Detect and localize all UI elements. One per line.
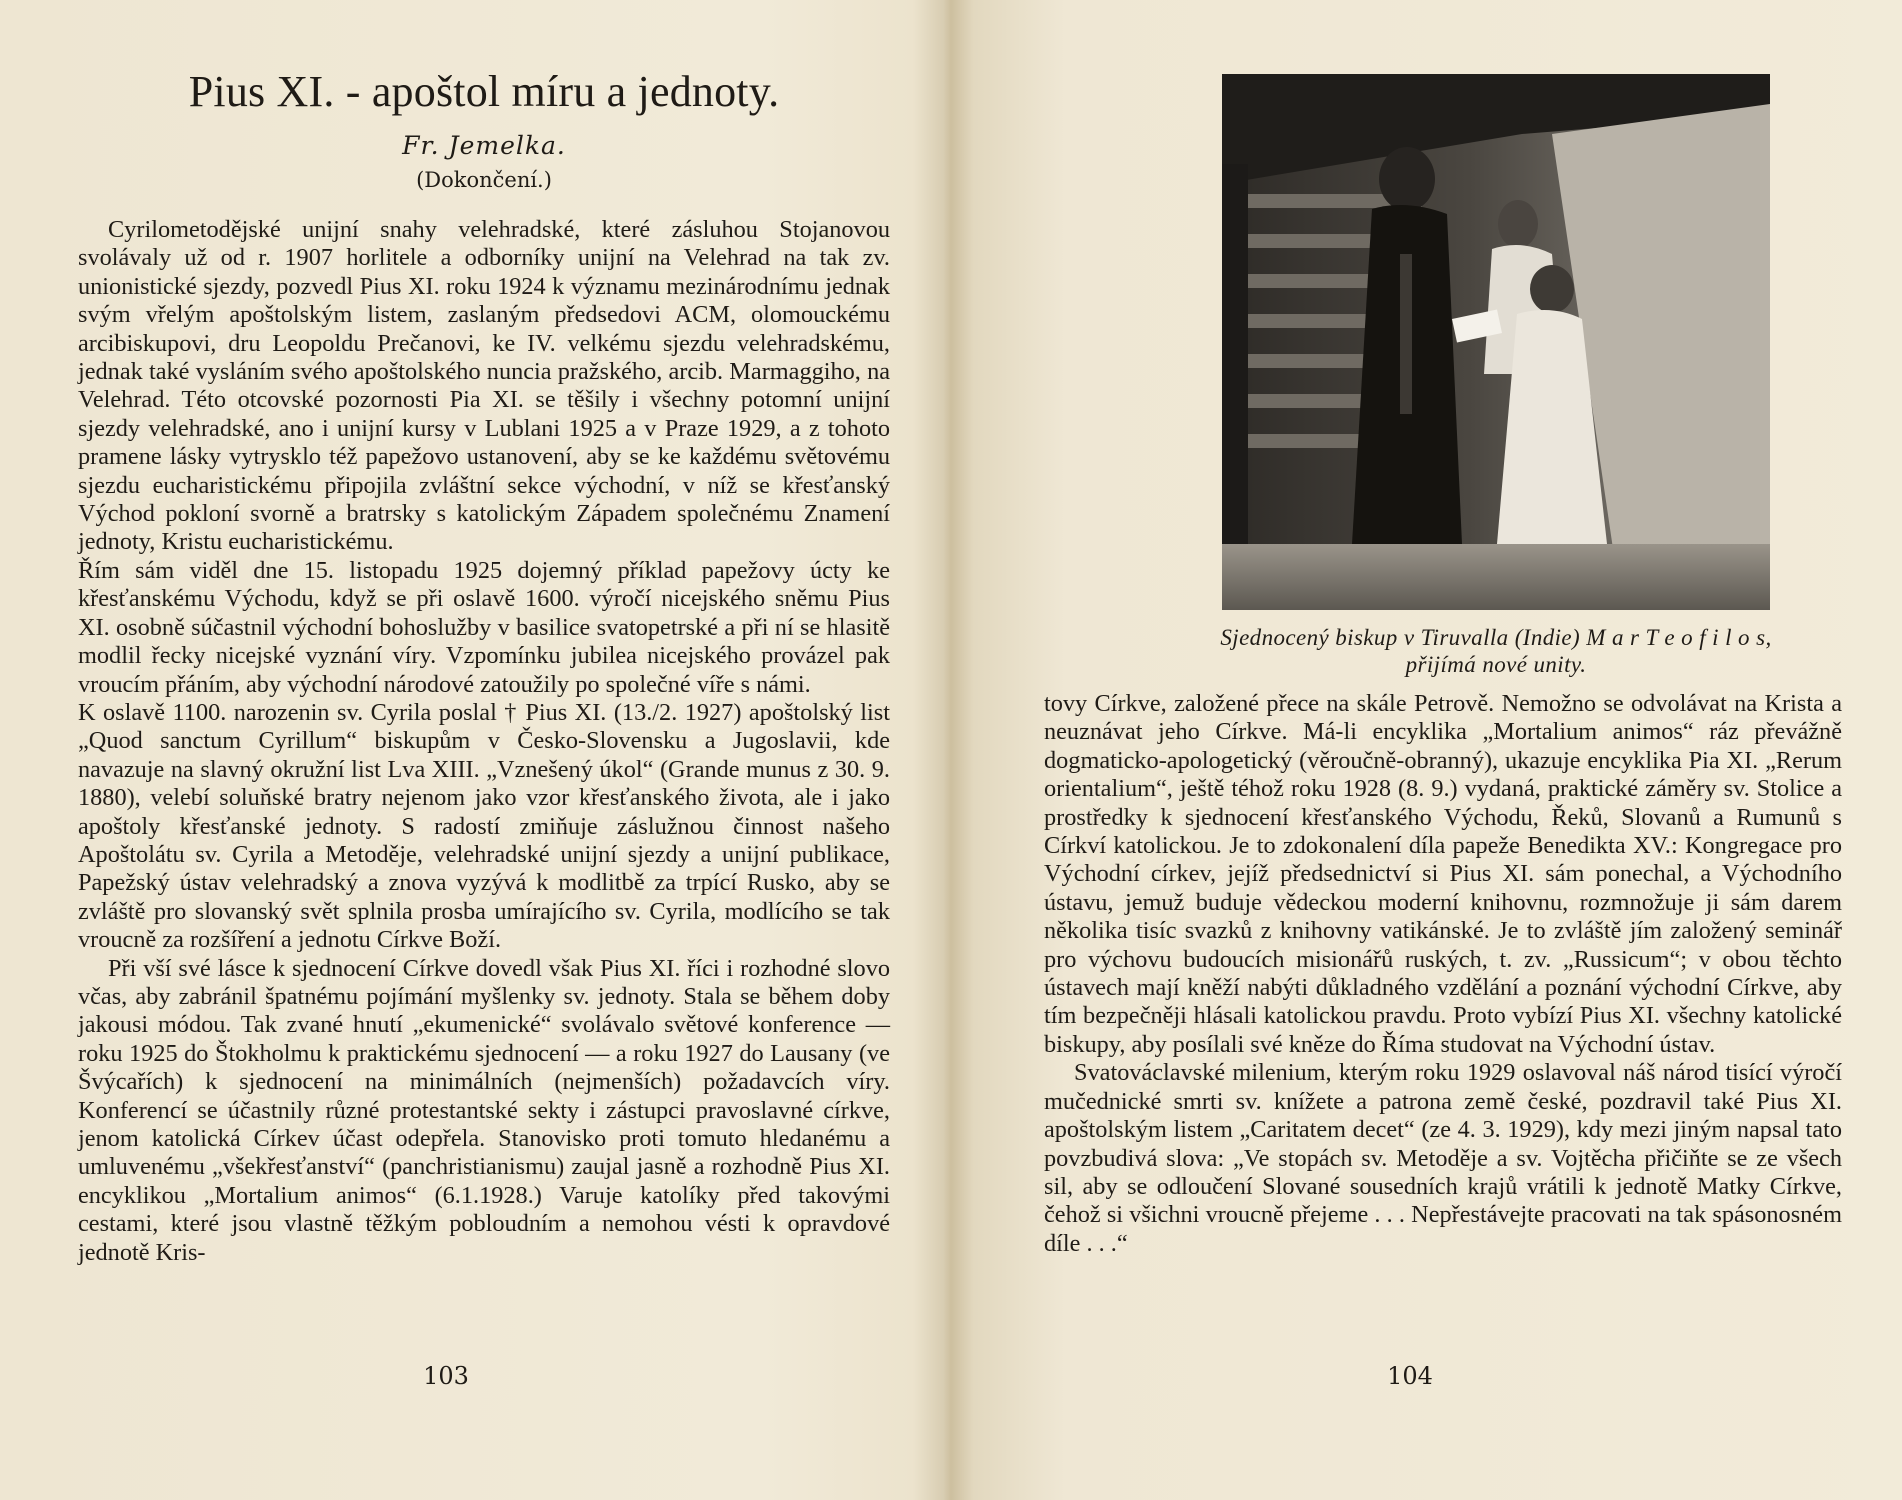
photo-illustration bbox=[1222, 74, 1770, 610]
continued-note: (Dokončení.) bbox=[416, 168, 552, 192]
left-body-text bbox=[78, 216, 890, 1267]
article-title: Pius XI. - apoštol míru a jednoty. bbox=[188, 67, 780, 116]
caption-line: Sjednocený biskup v Tiruvalla (Indie) M a r T e o f i l o s, bbox=[1220, 625, 1772, 650]
left-page bbox=[0, 0, 950, 1500]
photo bbox=[1222, 74, 1770, 610]
page-number: 104 bbox=[1387, 1362, 1433, 1390]
page-number: 103 bbox=[423, 1362, 469, 1390]
paragraph: Cyrilometodějské unijní snahy velehradské, které zásluhou Stojanovou svolávaly už od r. 1907 horlitele a odborníky unijní na Velehrad na tak zv. unionistické sjezdy, pozvedl Pius XI. roku 1924 k významu mezinárodnímu jednak svým vřelým apoštolským listem, zaslaným předsedovi ACM, olomouckému arcibiskupovi, dru Leopoldu Prečanovi, ke IV. velkému sjezdu velehradskému, jednak také vysláním svého apoštolského nuncia pražského, arcib. Marmaggiho, na Velehrad. Této otcovské pozornosti Pia XI. se těšily i všechny potomní unijní sjezdy velehradské, ano i unijní kursy v Lublani 1925 a v Praze 1929, a z tohoto pramene lásky vytrysklo též papežovo ustanovení, aby se ke každému světovému sjezdu eucharistickému připojila zvláštní sekce východní, v níž se křesťanský Východ pokloní svorně a bratrsky s katolickým Západem společnému Znamení jednoty, Kristu eucharistickému. bbox=[78, 216, 890, 556]
paragraph: Svatováclavské milenium, kterým roku 1929 oslavoval náš národ tisící výročí mučednické smrti sv. knížete a patrona země české, pozdravil také Pius XI. apoštolským listem „Caritatem decet“ (ze 4. 3. 1929), kdy mezi jiným napsal tato povzbudivá slova: „Ve stopách sv. Metoděje a sv. Vojtěcha přičiňte se ze všech sil, aby se odloučení Slované sousedních krajů vrátili k jednotě Matky Církve, čehož si všichni vroucně přejeme . . . Nepřestávejte pracovati na tak spásonosném díle . . .“ bbox=[1044, 1059, 1842, 1257]
right-page bbox=[952, 0, 1902, 1500]
paragraph: Řím sám viděl dne 15. listopadu 1925 dojemný příklad papežovy úcty ke křesťanskému Východu, když se při oslavě 1600. výročí nicejského sněmu Pius XI. osobně súčastnil východní bohoslužby v basilice svatopetrské a při ní se hlasitě modlil řecky nicejské vyznání víry. Vzpomínku jubilea nicejského provázel pak vroucím přáním, aby východní národové zatoužily po společné víře s námi. bbox=[78, 556, 890, 698]
photo-caption bbox=[1102, 624, 1890, 678]
right-body-text bbox=[1044, 690, 1842, 1258]
caption-line: přijímá nové unity. bbox=[1405, 652, 1587, 677]
paragraph: tovy Církve, založené přece na skále Petrově. Nemožno se odvolávat na Krista a neuznávat jeho Církve. Má-li encyklika „Mortalium animos“ ráz převážně dogmaticko-apologetický (věroučně-obranný), ukazuje encyklika Pia XI. „Rerum orientalium“, ještě téhož roku 1928 (8. 9.) vydaná, praktické záměry sv. Stolice a prostředky k sjednocení křesťanského Východu, Řeků, Slovanů a Rumunů s Církví katolickou. Je to zdokonalení díla papeže Benedikta XV.: Kongregace pro Východní církev, jejíž předsednictví si Pius XI. sám ponechal, a Východního ústavu, jemuž buduje vědeckou moderní knihovnu, rozmnožuje ji sám darem několika tisíc svazků z knihovny vatikánské. Je to zvláště jím založený seminář pro výchovu budoucích misionářů ruských, t. zv. „Russicum“; v obou těchto ústavech mají kněží nabýti důkladného vzdělání a poznání východní Církve, aby tím bezpečněji hlásali katolickou pravdu. Proto vybízí Pius XI. všechny katolické biskupy, aby posílali své kněze do Říma studovat na Východní ústav. bbox=[1044, 690, 1842, 1058]
article-author: Fr. Jemelka. bbox=[402, 131, 566, 160]
figure bbox=[1222, 74, 1770, 678]
paragraph: Při vší své lásce k sjednocení Církve dovedl však Pius XI. říci i rozhodné slovo včas, aby zabránil špatnému pojímání myšlenky sv. jednoty. Stala se během doby jakousi módou. Tak zvané hnutí „ekumenické“ svolávalo světové konference — roku 1925 do Štokholmu k praktickému sjednocení — a roku 1927 do Lausany (ve Švýcařích) k sjednocení na minimálních (nejmenších) požadavcích víry. Konferencí se účastnily různé protestantské sekty i zástupci pravoslavné církve, jenom katolická Církev účast odepřela. Stanovisko proti tomuto hledanému a umluvenému „všekřesťanství“ (panchristianismu) zaujal jasně a rozhodně Pius XI. encyklikou „Mortalium animos“ (6.1.1928.) Varuje katolíky před takovými cestami, které jsou vlastně těžkým pobloudním a nemohou vésti k opravdové jednotě Kris- bbox=[78, 954, 890, 1266]
paragraph: K oslavě 1100. narozenin sv. Cyrila poslal † Pius XI. (13./2. 1927) apoštolský list „Quod sanctum Cyrillum“ biskupům v Česko-Slovensku a Jugoslavii, kde navazuje na slavný okružní list Lva XIII. „Vznešený úkol“ (Grande munus z 30. 9. 1880), velebí soluňské bratry nejenom jako vzor křesťanského života, ale i jako apoštoly křesťanské jednoty. S radostí zmiňuje záslužnou činnost našeho Apoštolátu sv. Cyrila a Metoděje, velehradské unijní sjezdy a unijní publikace, Papežský ústav velehradský a znova vyzývá k modlitbě za trpící Rusko, aby se zvláště pro slovanský svět splnila prosba umírajícího sv. Cyrila, modlícího se tak vroucně za rozšíření a jednotu Církve Boží. bbox=[78, 698, 890, 954]
